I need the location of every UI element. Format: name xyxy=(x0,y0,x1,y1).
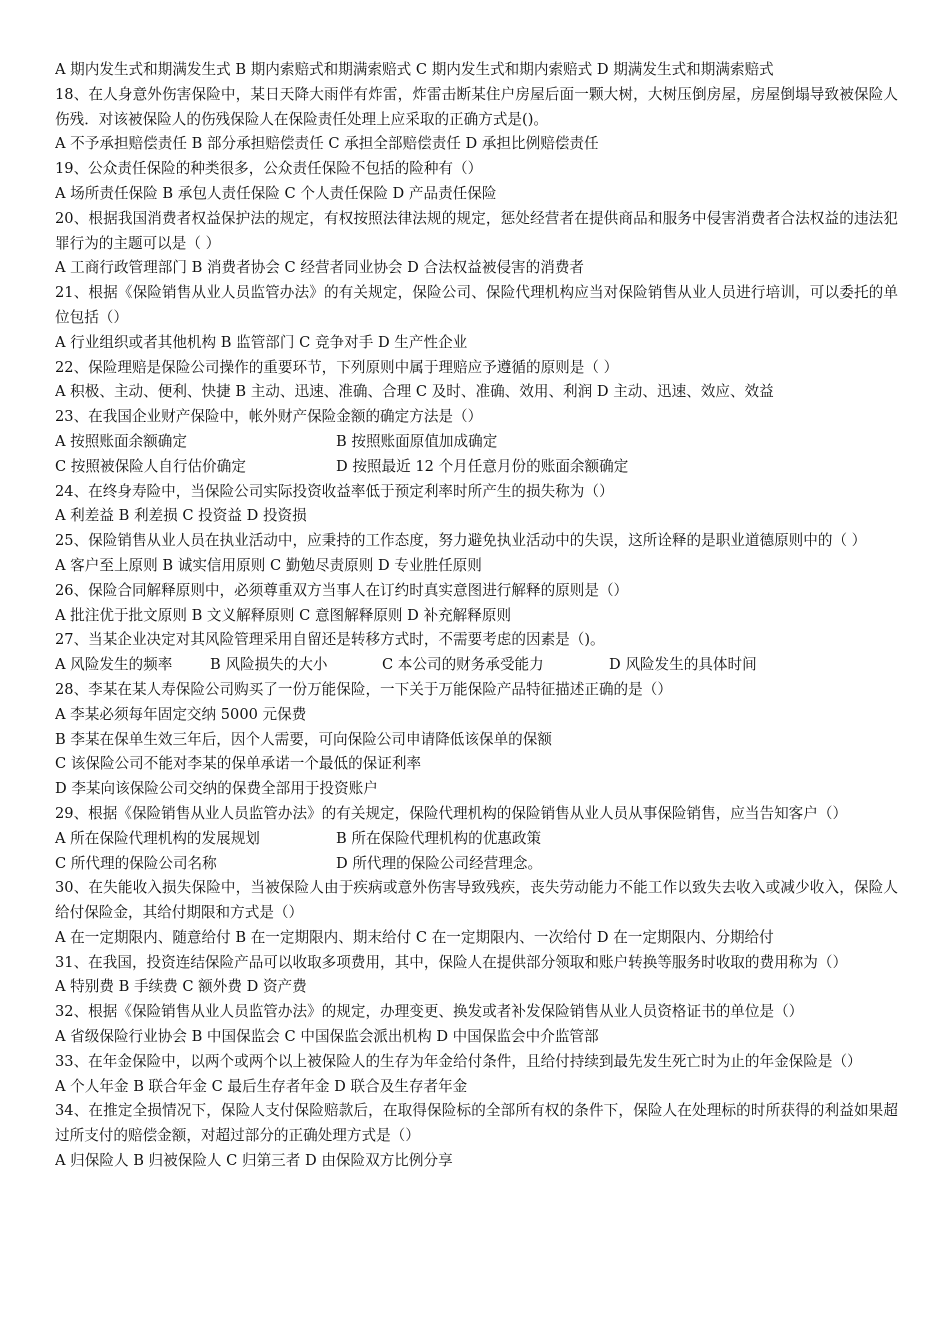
answer-row-29-cd xyxy=(55,852,898,877)
answer-options-24: A 利差益 B 利差损 C 投资益 D 投资损 xyxy=(55,507,307,525)
answer-row-29-ab xyxy=(55,827,898,852)
question-24: 24、在终身寿险中，当保险公司实际投资收益率低于预定利率时所产生的损失称为（） xyxy=(55,482,614,500)
option-29-d: D 所代理的保险公司经营理念。 xyxy=(336,854,543,872)
answer-options-20: A 工商行政管理部门 B 消费者协会 C 经营者同业协会 D 合法权益被侵害的消费者 xyxy=(55,259,585,277)
answer-options-32: A 省级保险行业协会 B 中国保监会 C 中国保监会派出机构 D 中国保监会中介监管部 xyxy=(55,1028,599,1046)
question-34: 34、在推定全损情况下，保险人支付保险赔款后，在取得保险标的全部所有权的条件下，保险人在处理标的时所获得的利益如果超过所支付的赔偿金额，对超过部分的正确处理方式是（） xyxy=(55,1102,898,1145)
option-28-b: B 李某在保单生效三年后，因个人需要，可向保险公司申请降低该保单的保额 xyxy=(55,730,552,748)
answer-options-18: A 不予承担赔偿责任 B 部分承担赔偿责任 C 承担全部赔偿责任 D 承担比例赔偿责任 xyxy=(55,135,599,153)
question-32: 32、根据《保险销售从业人员监管办法》的规定，办理变更、换发或者补发保险销售从业人员资格证书的单位是（） xyxy=(55,1003,804,1021)
option-28-c: C 该保险公司不能对李某的保单承诺一个最低的保证利率 xyxy=(55,755,422,773)
option-29-a: A 所在保险代理机构的发展规划 xyxy=(55,829,260,847)
answer-options-30: A 在一定期限内、随意给付 B 在一定期限内、期末给付 C 在一定期限内、一次给付 D 在一定期限内、分期给付 xyxy=(55,928,774,946)
option-29-c: C 所代理的保险公司名称 xyxy=(55,854,217,872)
option-23-b: B 按照账面原值加成确定 xyxy=(336,432,498,450)
question-27: 27、当某企业决定对其风险管理采用自留还是转移方式时，不需要考虑的因素是（)。 xyxy=(55,631,605,649)
option-28-d: D 李某向该保险公司交纳的保费全部用于投资账户 xyxy=(55,780,378,798)
question-31: 31、在我国，投资连结保险产品可以收取多项费用，其中，保险人在提供部分领取和账户转换等服务时收取的费用称为（） xyxy=(55,953,848,971)
question-19: 19、公众责任保险的种类很多，公众责任保险不包括的险种有（） xyxy=(55,160,483,178)
answer-options-17: A 期内发生式和期满发生式 B 期内索赔式和期满索赔式 C 期内发生式和期内索赔式 D 期满发生式和期满索赔式 xyxy=(55,61,774,78)
answer-options-21: A 行业组织或者其他机构 B 监管部门 C 竞争对手 D 生产性企业 xyxy=(55,333,468,351)
question-18: 18、在人身意外伤害保险中，某日天降大雨伴有炸雷，炸雷击断某住户房屋后面一颗大树，大树压倒房屋，房屋倒塌导致被保险人伤残．对该被保险人的伤残保险人在保险责任处理上应采取的正确方式是()。 xyxy=(55,85,898,128)
question-25: 25、保险销售从业人员在执业活动中，应秉持的工作态度，努力避免执业活动中的失误，这所诠释的是职业道德原则中的（ ） xyxy=(55,532,867,550)
answer-options-34: A 归保险人 B 归被保险人 C 归第三者 D 由保险双方比例分享 xyxy=(55,1152,453,1170)
option-23-c: C 按照被保险人自行估价确定 xyxy=(55,457,246,475)
question-28: 28、李某在某人寿保险公司购买了一份万能保险，一下关于万能保险产品特征描述正确的是（） xyxy=(55,680,672,698)
question-33: 33、在年金保险中，以两个或两个以上被保险人的生存为年金给付条件，且给付持续到最先发生死亡时为止的年金保险是（） xyxy=(55,1052,862,1070)
option-28-a: A 李某必须每年固定交纳 5000 元保费 xyxy=(55,705,307,723)
option-27-a: A 风险发生的频率 xyxy=(55,656,173,674)
option-27-b: B 风险损失的大小 xyxy=(210,656,328,674)
question-30: 30、在失能收入损失保险中，当被保险人由于疾病或意外伤害导致残疾，丧失劳动能力不能工作以致失去收入或减少收入，保险人给付保险金，其给付期限和方式是（） xyxy=(55,879,898,922)
answer-options-25: A 客户至上原则 B 诚实信用原则 C 勤勉尽责原则 D 专业胜任原则 xyxy=(55,556,482,574)
answer-options-22: A 积极、主动、便利、快捷 B 主动、迅速、准确、合理 C 及时、准确、效用、利润 D 主动、迅速、效应、效益 xyxy=(55,383,774,401)
option-27-c: C 本公司的财务承受能力 xyxy=(382,656,544,674)
answer-options-33: A 个人年金 B 联合年金 C 最后生存者年金 D 联合及生存者年金 xyxy=(55,1077,468,1095)
question-20: 20、根据我国消费者权益保护法的规定，有权按照法律法规的规定，惩处经营者在提供商品和服务中侵害消费者合法权益的违法犯罪行为的主题可以是（ ） xyxy=(55,209,898,252)
option-23-d: D 按照最近 12 个月任意月份的账面余额确定 xyxy=(336,457,629,475)
question-22: 22、保险理赔是保险公司操作的重要环节，下列原则中属于理赔应予遵循的原则是（ ） xyxy=(55,358,619,376)
question-23: 23、在我国企业财产保险中，帐外财产保险金额的确定方法是（） xyxy=(55,408,483,426)
option-29-b: B 所在保险代理机构的优惠政策 xyxy=(336,829,542,847)
answer-options-31: A 特别费 B 手续费 C 额外费 D 资产费 xyxy=(55,978,307,996)
option-23-a: A 按照账面余额确定 xyxy=(55,432,187,450)
question-26: 26、保险合同解释原则中，必须尊重双方当事人在订约时真实意图进行解释的原则是（） xyxy=(55,581,629,599)
answer-row-27 xyxy=(55,653,898,678)
question-29: 29、根据《保险销售从业人员监管办法》的有关规定，保险代理机构的保险销售从业人员从事保险销售，应当告知客户（） xyxy=(55,804,848,822)
answer-row-23-cd xyxy=(55,455,898,480)
answer-options-19: A 场所责任保险 B 承包人责任保险 C 个人责任保险 D 产品责任保险 xyxy=(55,184,497,202)
question-21: 21、根据《保险销售从业人员监管办法》的有关规定，保险公司、保险代理机构应当对保险销售从业人员进行培训，可以委托的单位包括（） xyxy=(55,284,898,326)
answer-row-23-ab xyxy=(55,430,898,455)
option-27-d: D 风险发生的具体时间 xyxy=(609,656,757,674)
answer-options-26: A 批注优于批文原则 B 文义解释原则 C 意图解释原则 D 补充解释原则 xyxy=(55,606,512,624)
